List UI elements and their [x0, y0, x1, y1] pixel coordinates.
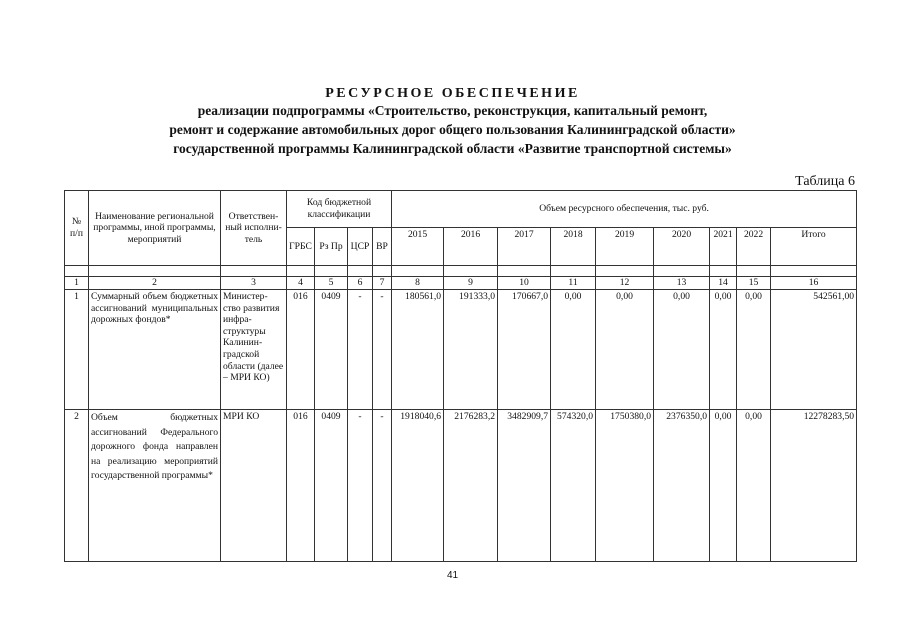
subtitle-line-3: государственной программы Калининградской области «Развитие транспортной системы»	[173, 141, 732, 156]
header-row-1	[65, 191, 857, 228]
header-year: 2020	[654, 228, 710, 266]
header-year: 2022	[737, 228, 771, 266]
column-number: 13	[654, 277, 710, 290]
column-number: 9	[444, 277, 498, 290]
column-number: 16	[771, 277, 857, 290]
row-grbs: 016	[287, 290, 315, 410]
column-number: 6	[348, 277, 373, 290]
row-value: 180561,0	[392, 290, 444, 410]
document-title: РЕСУРСНОЕ ОБЕСПЕЧЕНИЕ	[325, 86, 580, 101]
row-vr: -	[373, 290, 392, 410]
header-budget-code: Код бюджетной классификации	[287, 191, 392, 228]
column-number: 3	[221, 277, 287, 290]
row-value: 0,00	[710, 410, 737, 562]
header-vr: ВР	[373, 228, 392, 266]
column-number: 15	[737, 277, 771, 290]
column-number: 2	[89, 277, 221, 290]
header-spacer	[65, 266, 857, 277]
row-value: 170667,0	[498, 290, 551, 410]
row-grbs: 016	[287, 410, 315, 562]
header-total: Итого	[771, 228, 857, 266]
row-value: 0,00	[710, 290, 737, 410]
row-value: 191333,0	[444, 290, 498, 410]
row-vr: -	[373, 410, 392, 562]
row-no: 1	[65, 290, 89, 410]
header-year: 2018	[551, 228, 596, 266]
row-value: 0,00	[551, 290, 596, 410]
row-total: 12278283,50	[771, 410, 857, 562]
table-row	[65, 290, 857, 410]
row-rzpr: 0409	[315, 290, 348, 410]
row-responsible: Министер-ство развития инфра-структуры Калинин-градской области (далее – МРИ КО)	[221, 290, 287, 410]
row-csr: -	[348, 290, 373, 410]
column-number: 8	[392, 277, 444, 290]
row-value: 574320,0	[551, 410, 596, 562]
header-no: № п/п	[65, 191, 89, 266]
row-total: 542561,00	[771, 290, 857, 410]
row-responsible: МРИ КО	[221, 410, 287, 562]
header-grbs: ГРБС	[287, 228, 315, 266]
subtitle-line-2: ремонт и содержание автомобильных дорог общего пользования Калининградской области»	[169, 122, 736, 137]
row-name: Объем бюджетных ассигнований Федерального дорожного фонда направлен на реализацию мероприятий государственной программы*	[89, 410, 221, 562]
header-year: 2021	[710, 228, 737, 266]
column-number: 12	[596, 277, 654, 290]
row-value: 0,00	[654, 290, 710, 410]
header-rzpr: Рз Пр	[315, 228, 348, 266]
page-number: 41	[446, 570, 459, 581]
header-volume: Объем ресурсного обеспечения, тыс. руб.	[392, 191, 857, 228]
column-number: 14	[710, 277, 737, 290]
header-csr: ЦСР	[348, 228, 373, 266]
row-value: 0,00	[737, 410, 771, 562]
column-number: 5	[315, 277, 348, 290]
column-number: 10	[498, 277, 551, 290]
row-value: 1918040,6	[392, 410, 444, 562]
row-no: 2	[65, 410, 89, 562]
header-year: 2017	[498, 228, 551, 266]
header-year: 2016	[444, 228, 498, 266]
resource-table	[64, 190, 857, 562]
row-value: 1750380,0	[596, 410, 654, 562]
column-number: 4	[287, 277, 315, 290]
table-row	[65, 410, 857, 562]
row-rzpr: 0409	[315, 410, 348, 562]
subtitle-line-1: реализации подпрограммы «Строительство, реконструкция, капитальный ремонт,	[197, 103, 708, 118]
column-number-row	[65, 277, 857, 290]
row-value: 0,00	[596, 290, 654, 410]
header-year: 2019	[596, 228, 654, 266]
column-number: 11	[551, 277, 596, 290]
header-name: Наименование региональной программы, иной программы, мероприятий	[89, 191, 221, 266]
row-value: 3482909,7	[498, 410, 551, 562]
row-name: Суммарный объем бюджетных ассигнований муниципальных дорожных фондов*	[89, 290, 221, 410]
row-csr: -	[348, 410, 373, 562]
row-value: 2376350,0	[654, 410, 710, 562]
row-value: 2176283,2	[444, 410, 498, 562]
row-value: 0,00	[737, 290, 771, 410]
column-number: 7	[373, 277, 392, 290]
table-label: Таблица 6	[795, 174, 855, 189]
header-year: 2015	[392, 228, 444, 266]
column-number: 1	[65, 277, 89, 290]
header-responsible: Ответствен-ный исполни-тель	[221, 191, 287, 266]
